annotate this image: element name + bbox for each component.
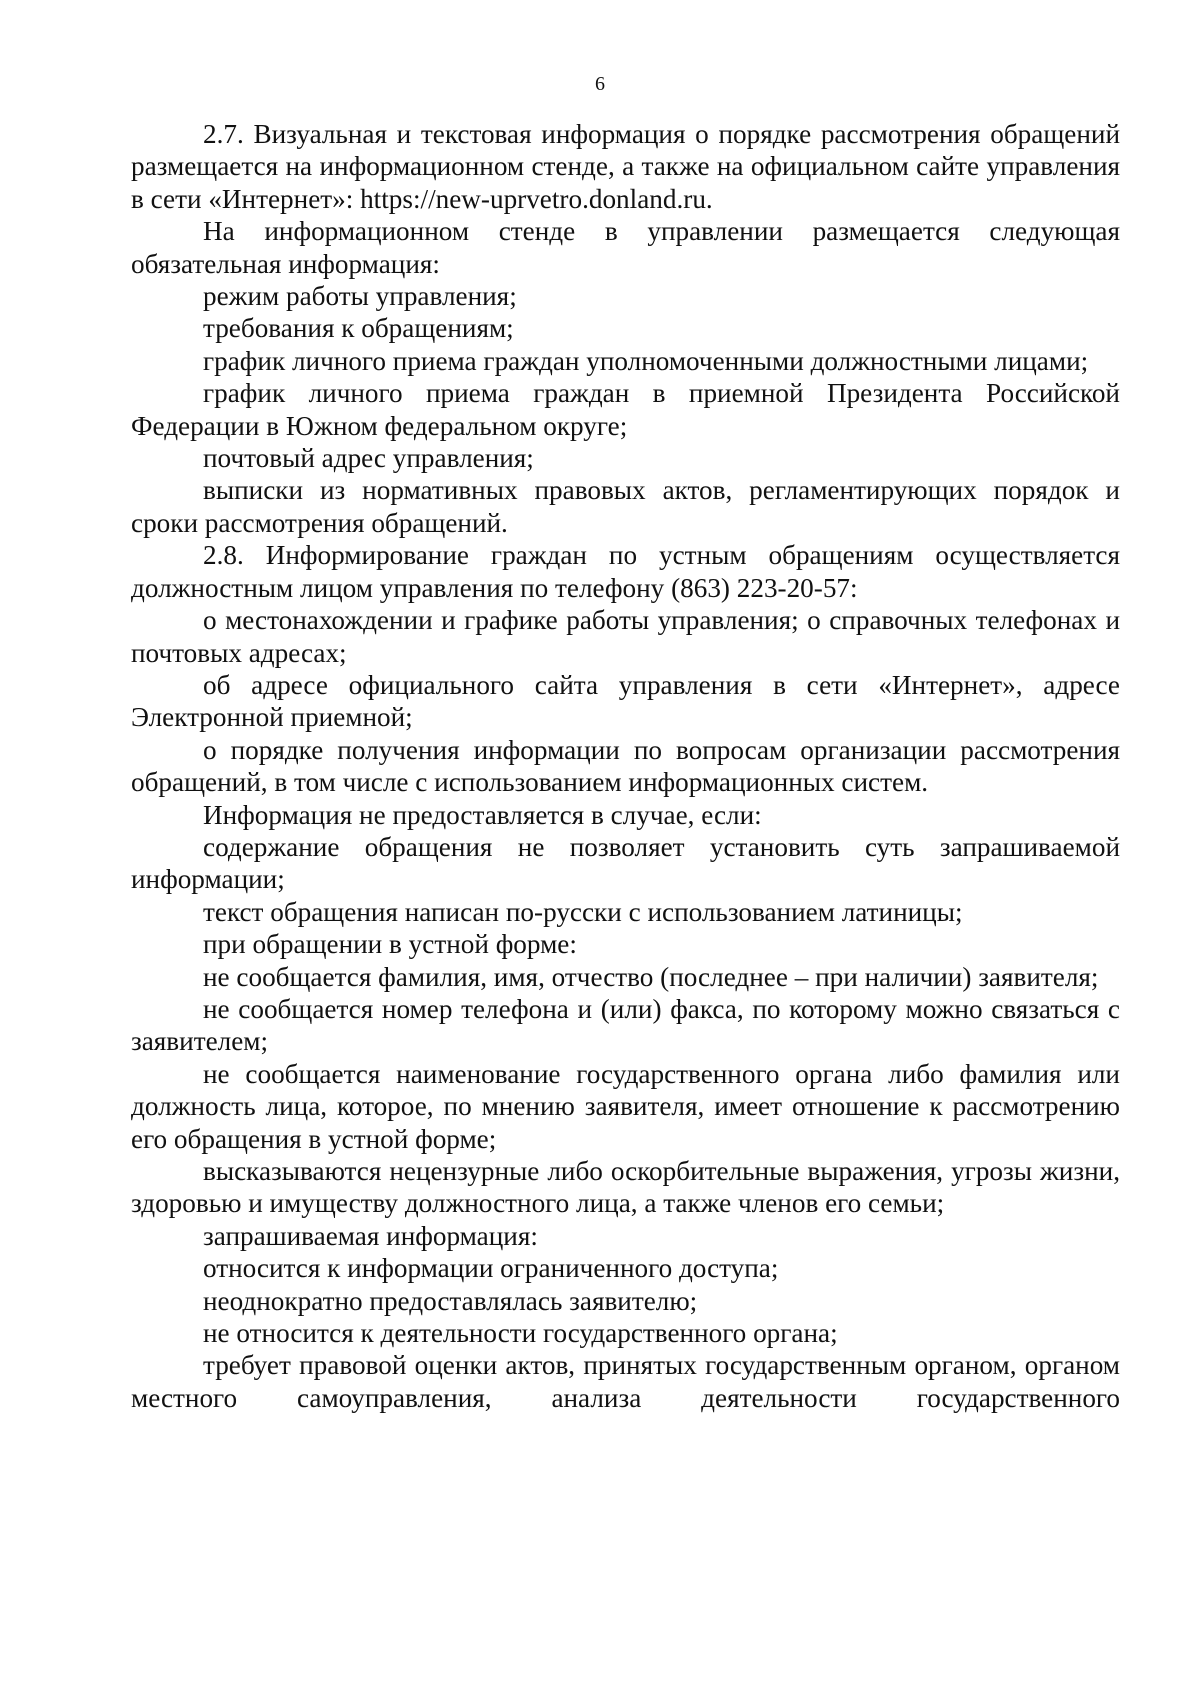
page-number: 6 <box>595 73 605 95</box>
list-item-president-reception: график личного приема граждан в приемной Президента Российской Федерации в Южном федеральном округе; <box>131 378 1120 441</box>
list-item-requested-info: запрашиваемая информация: <box>203 1220 538 1251</box>
list-item-essence: содержание обращения не позволяет установить суть запрашиваемой информации; <box>131 831 1120 895</box>
list-item-requirements: требования к обращениям; <box>203 313 514 344</box>
list-item-legal-assessment: требует правовой оценки актов, принятых государственным органом, органом местного самоуправления, анализа деятельности государственного <box>131 1350 1120 1413</box>
list-item-legal-extracts: выписки из нормативных правовых актов, регламентирующих порядок и сроки рассмотрения обращений. <box>131 475 1120 538</box>
list-item-reception-schedule: график личного приема граждан уполномоченными должностными лицами; <box>203 345 1089 376</box>
list-item-repeated: неоднократно предоставлялась заявителю; <box>203 1285 698 1316</box>
list-item-oral: при обращении в устной форме: <box>203 929 577 960</box>
paragraph-stand-info: На информационном стенде в управлении размещается следующая обязательная информация: <box>131 216 1120 279</box>
list-item-no-phone: не сообщается номер телефона и (или) факса, по которому можно связаться с заявителем; <box>131 993 1120 1057</box>
list-item-work-schedule: режим работы управления; <box>203 281 517 312</box>
list-item-procedure: о порядке получения информации по вопросам организации рассмотрения обращений, в том числе с использованием информационных систем. <box>131 734 1120 798</box>
paragraph-2-8: 2.8. Информирование граждан по устным обращениям осуществляется должностным лицом управления по телефону (863) 223-20-57: <box>131 540 1120 603</box>
list-item-obscene: высказываются нецензурные либо оскорбительные выражения, угрозы жизни, здоровью и имуществу должностного лица, а также членов его семьи; <box>131 1156 1120 1219</box>
list-item-location: о местонахождении и графике работы управления; о справочных телефонах и почтовых адресах; <box>131 605 1120 668</box>
list-item-no-authority: не сообщается наименование государственного органа либо фамилия или должность лица, которое, по мнению заявителя, имеет отношение к рассмотрению его обращения в устной форме; <box>131 1058 1120 1154</box>
paragraph-not-provided: Информация не предоставляется в случае, если: <box>203 799 762 830</box>
list-item-not-related: не относится к деятельности государственного органа; <box>203 1318 838 1349</box>
document-body <box>131 118 1120 1414</box>
list-item-latin: текст обращения написан по-русски с использованием латиницы; <box>203 896 963 927</box>
list-item-no-name: не сообщается фамилия, имя, отчество (последнее – при наличии) заявителя; <box>203 961 1099 992</box>
paragraph-2-7: 2.7. Визуальная и текстовая информация о порядке рассмотрения обращений размещается на информационном стенде, а также на официальном сайте управления в сети «Интернет»: https://new-uprvetro.donland.ru. <box>131 119 1120 214</box>
list-item-restricted: относится к информации ограниченного доступа; <box>203 1253 779 1284</box>
list-item-website: об адресе официального сайта управления в сети «Интернет», адресе Электронной приемной; <box>131 669 1120 733</box>
list-item-postal-address: почтовый адрес управления; <box>203 443 534 474</box>
